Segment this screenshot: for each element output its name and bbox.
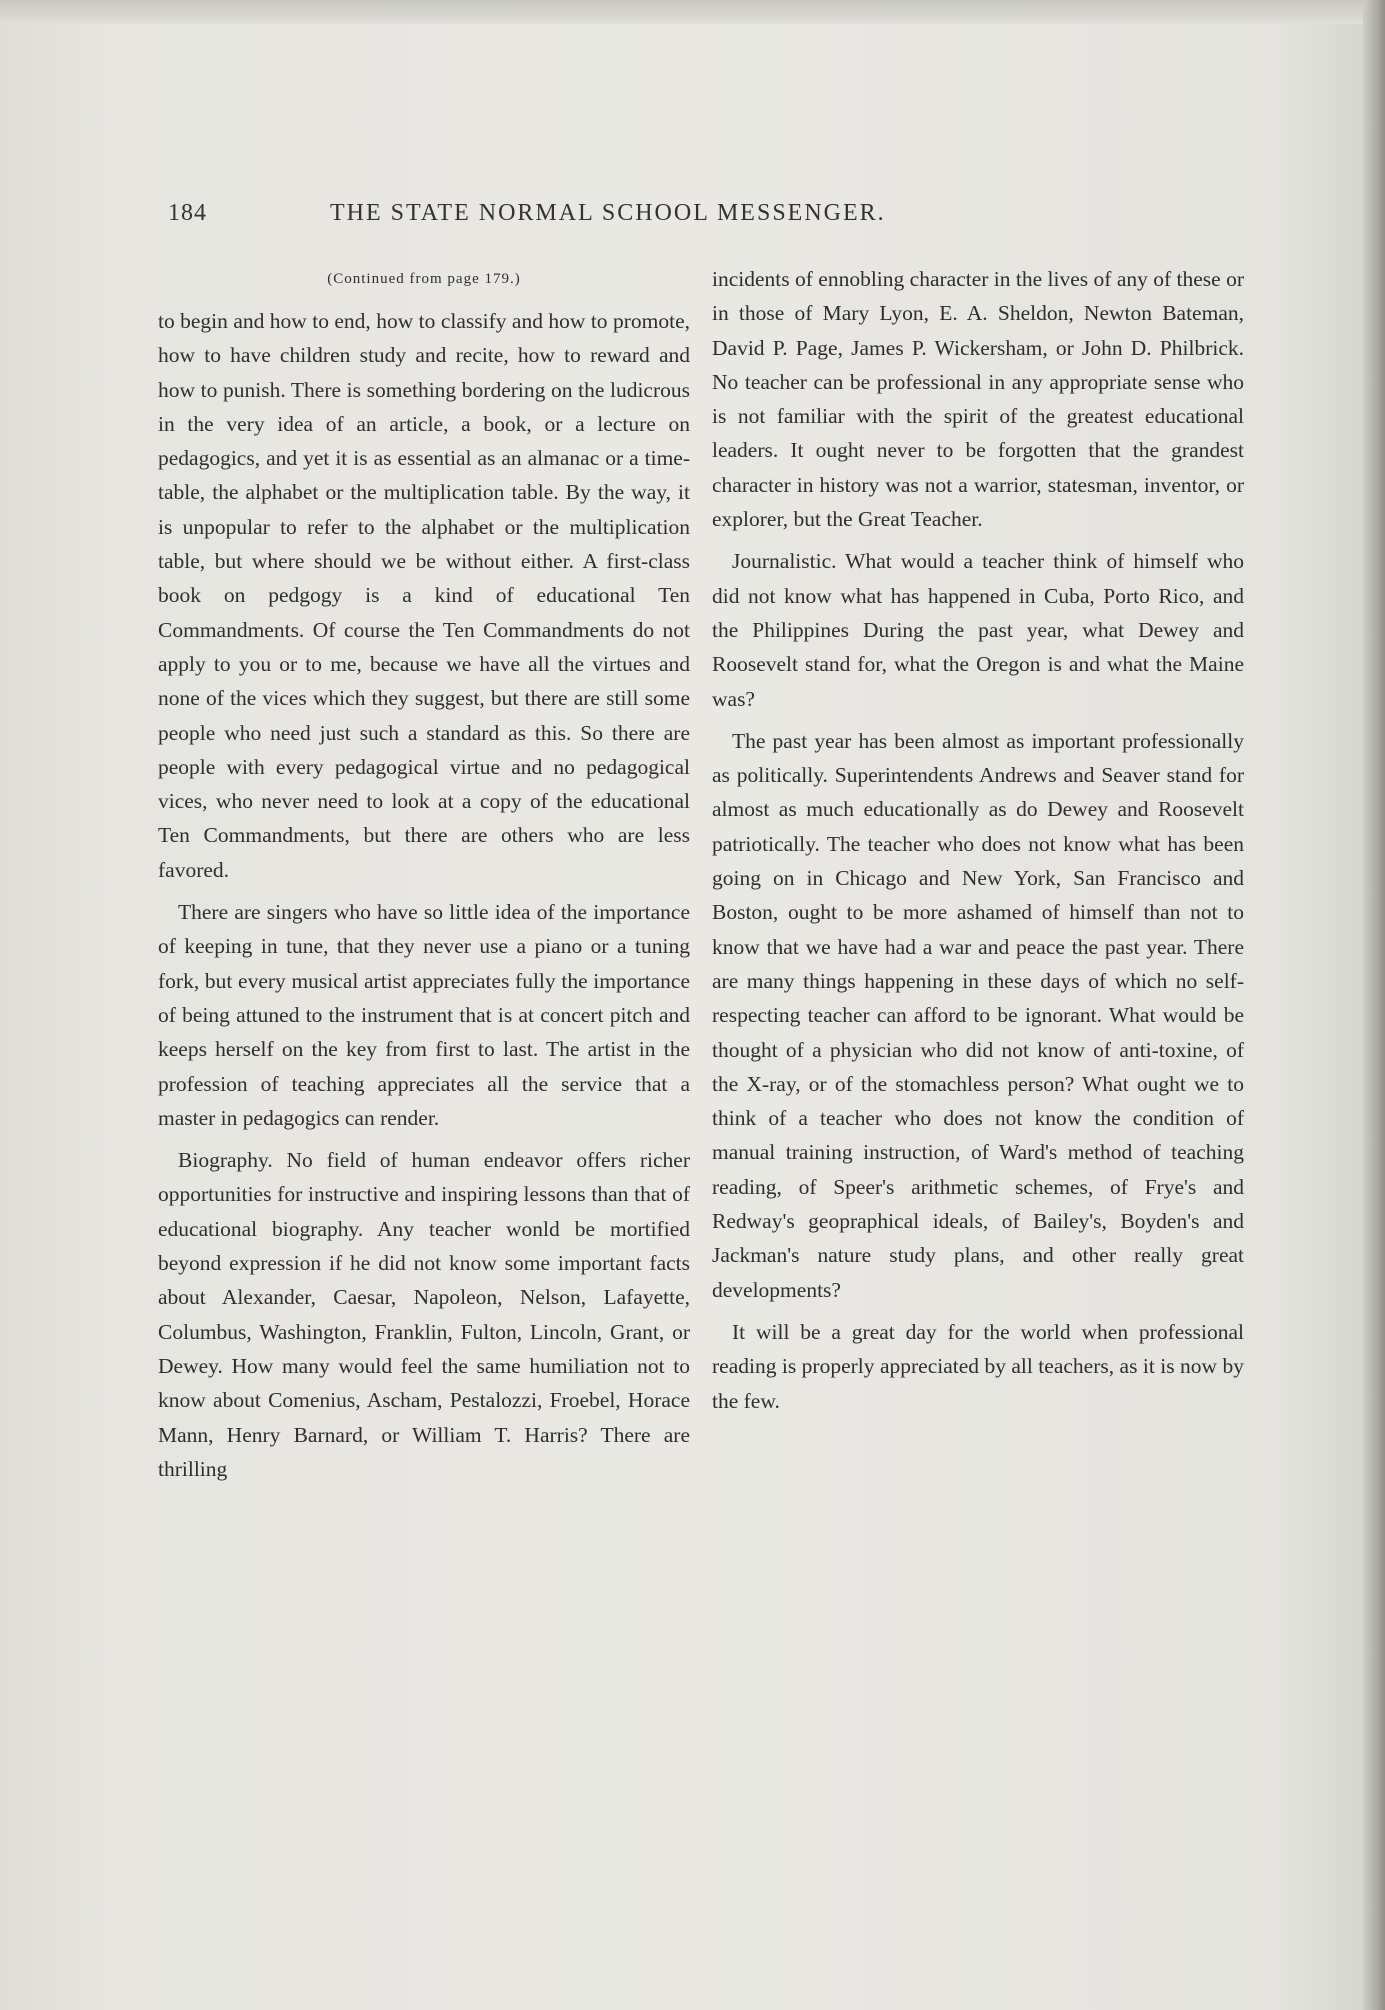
paragraph-incidents: incidents of ennobling character in the lives of any of these or in those of Mary Lyon, E. A. Sheldon, Newton Bateman, David P. Page, James P. Wickersham, or John D. Philbrick. No teacher can be professional in any appropriate sense who is not familiar with the spirit of the greatest educational leaders. It ought never to be forgotten that the grandest character in history was not a warrior, statesman, inventor, or explorer, but the Great Teacher. xyxy=(712,267,1244,532)
paragraph-singers: There are singers who have so little idea of the importance of keeping in tune, that they never use a piano or a tuning fork, but every musical artist appreciates fully the importance of being attuned to the instrument that is at concert pitch and keeps herself on the key from first to last. The artist in the profession of teaching appreciates all the service that a master in pedagogics can render. xyxy=(158,900,690,1130)
paragraph-journalistic: Journalistic. What would a teacher think of himself who did not know what has happened in Cuba, Porto Rico, and the Philippines During the past year, what Dewey and Roosevelt stand for, what the Oregon is and what the Maine was? xyxy=(712,549,1244,711)
running-title: THE STATE NORMAL SCHOOL MESSENGER. xyxy=(330,200,886,226)
page-edge-shadow xyxy=(1363,0,1385,2010)
continued-note: (Continued from page 179.) xyxy=(327,271,521,287)
paragraph-past-year: The past year has been almost as important professionally as politically. Superintendents Andrews and Seaver stand for almost as much educationally as do Dewey and Roosevelt patriotically. The teacher who does not know what has been going on in Chicago and New York, San Francisco and Boston, ought to be more ashamed of himself than not to know that we have had a war and peace the past year. There are many things happening in these days of which no self-respecting teacher can afford to be ignorant. What would be thought of a physician who did not know of anti-toxine, of the X-ray, or of the stomachless person? What ought we to think of a teacher who does not know the condition of manual training instruction, of Ward's method of teaching reading, of Speer's arithmetic schemes, of Frye's and Redway's geopraphical ideals, of Bailey's, Boyden's and Jackman's nature study plans, and other really great developments? xyxy=(712,728,1244,1302)
right-column xyxy=(712,262,1244,1426)
paragraph-pedagogics: to begin and how to end, how to classify and how to promote, how to have children study and recite, how to reward and how to punish. There is something bordering on the ludicrous in the very idea of an article, a book, or a lecture on pedagogics, and yet it is as essential as an almanac or a time-table, the alphabet or the multiplication table. By the way, it is unpopular to refer to the alphabet or the multiplication table, but where should we be without either. A first-class book on pedgogy is a kind of educational Ten Commandments. Of course the Ten Commandments do not apply to you or to me, because we have all the virtues and none of the vices which they suggest, but there are still some people who need just such a standard as this. So there are people with every pedagogical virtue and no pedagogical vices, who never need to look at a copy of the educational Ten Commandments, but there are others who are less favored. xyxy=(158,309,690,882)
page-number: 184 xyxy=(168,200,207,226)
top-border xyxy=(0,0,1385,24)
paragraph-great-day: It will be a great day for the world when professional reading is properly appreciated by all teachers, as it is now by the few. xyxy=(712,1319,1244,1413)
left-column xyxy=(158,262,690,1494)
paragraph-biography: Biography. No field of human endeavor offers richer opportunities for instructive and inspiring lessons than that of educational biography. Any teacher wonld be mortified beyond expression if he did not know some important facts about Alexander, Caesar, Napoleon, Nelson, Lafayette, Columbus, Washington, Franklin, Fulton, Lincoln, Grant, or Dewey. How many would feel the same humiliation not to know about Comenius, Ascham, Pestalozzi, Froebel, Horace Mann, Henry Barnard, or William T. Harris? There are thrilling xyxy=(158,1148,690,1481)
